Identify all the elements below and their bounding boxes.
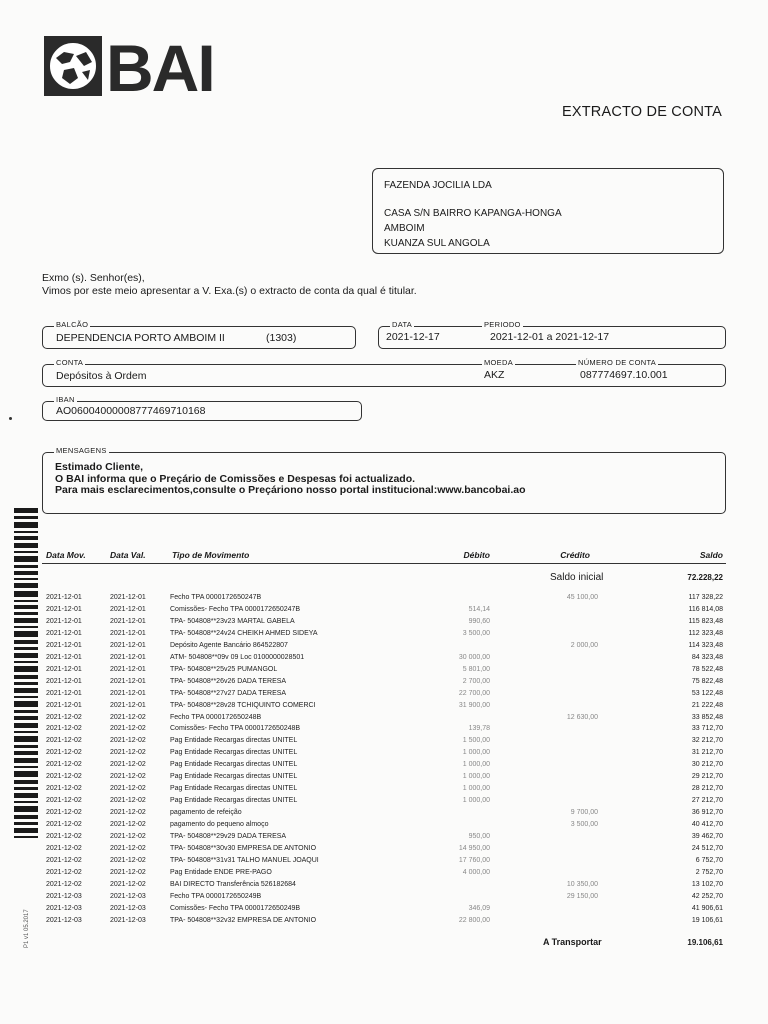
moeda-label: MOEDA	[484, 358, 514, 367]
row-value-date: 2021-12-02	[110, 713, 146, 721]
row-description: Fecho TPA 0000172650248B	[170, 713, 262, 721]
row-balance: 13 102,70	[691, 880, 723, 888]
row-date: 2021-12-02	[46, 797, 82, 805]
table-row	[0, 857, 768, 869]
col-type-header: Tipo de Movimento	[172, 550, 250, 560]
numero-conta-value: 087774697.10.001	[580, 369, 668, 381]
row-description: TPA- 504808**30v30 EMPRESA DE ANTONIO	[170, 844, 317, 852]
row-balance: 29 212,70	[691, 773, 723, 781]
opening-balance-value: 72.228,22	[687, 573, 723, 582]
row-credit: 10 350,00	[566, 880, 598, 888]
row-date: 2021-12-02	[46, 713, 82, 721]
row-date: 2021-12-02	[46, 785, 82, 793]
balcao-label: BALCÃO	[56, 320, 89, 329]
row-date: 2021-12-02	[46, 773, 82, 781]
bai-logo	[44, 31, 214, 105]
row-balance: 6 752,70	[695, 856, 723, 864]
row-debit: 514,14	[468, 605, 490, 613]
row-value-date: 2021-12-01	[110, 641, 146, 649]
row-balance: 27 212,70	[691, 797, 723, 805]
row-date: 2021-12-01	[46, 605, 82, 613]
row-debit: 3 500,00	[462, 629, 490, 637]
balcao-code: (1303)	[266, 332, 297, 344]
row-balance: 75 822,48	[691, 677, 723, 685]
address-line: KUANZA SUL ANGOLA	[384, 238, 490, 249]
row-description: Fecho TPA 0000172650247B	[170, 594, 262, 601]
table-row	[0, 809, 768, 821]
row-description: Pag Entidade Recargas directas UNITEL	[170, 737, 298, 745]
data-label: DATA	[392, 320, 413, 329]
numero-conta-label: NÚMERO DE CONTA	[578, 358, 657, 367]
row-value-date: 2021-12-01	[110, 701, 146, 709]
row-balance: 32 212,70	[691, 737, 723, 745]
table-row	[0, 606, 768, 618]
row-description: pagamento do pequeno almoço	[170, 821, 269, 829]
row-value-date: 2021-12-01	[110, 617, 146, 625]
row-debit: 950,00	[468, 833, 490, 840]
row-date: 2021-12-02	[46, 737, 82, 745]
row-balance: 19 106,61	[691, 916, 723, 924]
row-value-date: 2021-12-03	[110, 916, 146, 924]
row-value-date: 2021-12-02	[110, 880, 146, 888]
row-value-date: 2021-12-02	[110, 773, 146, 781]
table-row	[0, 785, 768, 797]
col-value-date-header: Data Val.	[110, 550, 146, 560]
row-value-date: 2021-12-03	[110, 904, 146, 912]
row-balance: 115 823,48	[688, 617, 723, 625]
row-description: Comissões- Fecho TPA 0000172650248B	[170, 725, 301, 733]
row-description: pagamento de refeição	[170, 809, 242, 817]
row-date: 2021-12-02	[46, 856, 82, 864]
row-description: TPA- 504808**27v27 DADA TERESA	[170, 689, 287, 697]
table-row	[0, 690, 768, 702]
row-date: 2021-12-02	[46, 809, 82, 817]
opening-balance-label: Saldo inicial	[550, 572, 604, 583]
row-debit: 2 700,00	[462, 677, 490, 685]
row-balance: 36 912,70	[691, 809, 723, 817]
row-debit: 31 900,00	[458, 701, 490, 709]
row-date: 2021-12-01	[46, 677, 82, 685]
row-description: ATM- 504808**09v 09 Loc 0100000028501	[170, 653, 305, 661]
row-description: TPA- 504808**23v23 MARTAL GABELA	[170, 617, 295, 625]
row-credit: 9 700,00	[570, 809, 598, 817]
table-row	[0, 917, 768, 929]
col-date-header: Data Mov.	[46, 550, 86, 560]
row-debit: 5 801,00	[462, 665, 490, 673]
row-value-date: 2021-12-01	[110, 689, 146, 697]
iban-value: AO06004000008777469710168	[56, 405, 206, 417]
row-description: Depósito Agente Bancário 864522807	[170, 641, 288, 649]
message-line: O BAI informa que o Preçário de Comissões e Despesas foi actualizado.	[55, 472, 416, 485]
row-balance: 117 328,22	[688, 594, 723, 601]
row-balance: 28 212,70	[691, 785, 723, 793]
table-row	[0, 797, 768, 809]
table-row	[0, 725, 768, 737]
greeting-line: Exmo (s). Senhor(es),	[42, 272, 145, 284]
row-description: TPA- 504808**32v32 EMPRESA DE ANTONIO	[170, 916, 317, 924]
row-debit: 346,09	[468, 904, 490, 912]
document-title: EXTRACTO DE CONTA	[562, 104, 722, 120]
row-date: 2021-12-02	[46, 880, 82, 888]
table-row	[0, 821, 768, 833]
row-balance: 30 212,70	[691, 761, 723, 769]
periodo-label: PERIODO	[484, 320, 521, 329]
row-date: 2021-12-01	[46, 641, 82, 649]
message-line: Para mais esclarecimentos,consulte o Preçáriono nosso portal institucional:www.bancobai.ao	[55, 484, 526, 496]
row-value-date: 2021-12-02	[110, 809, 146, 817]
row-date: 2021-12-01	[46, 653, 82, 661]
row-description: TPA- 504808**28v28 TCHIQUINTO COMERCI	[170, 701, 316, 709]
row-balance: 42 252,70	[691, 892, 723, 900]
header-rule	[42, 563, 726, 564]
greeting-line: Vimos por este meio apresentar a V. Exa.(s) o extracto de conta da qual é titular.	[42, 285, 417, 297]
table-row	[0, 714, 768, 726]
greeting	[42, 272, 417, 298]
row-balance: 40 412,70	[691, 821, 723, 829]
conta-value: Depósitos à Ordem	[56, 370, 147, 382]
row-debit: 1 500,00	[462, 737, 490, 745]
row-date: 2021-12-01	[46, 701, 82, 709]
row-value-date: 2021-12-01	[110, 653, 146, 661]
row-description: Pag Entidade ENDE PRE-PAGO	[170, 868, 272, 876]
row-description: Pag Entidade Recargas directas UNITEL	[170, 761, 298, 769]
row-balance: 41 906,61	[691, 904, 723, 912]
row-description: Pag Entidade Recargas directas UNITEL	[170, 797, 298, 805]
data-value: 2021-12-17	[386, 331, 440, 343]
row-value-date: 2021-12-02	[110, 725, 146, 733]
row-debit: 139,78	[468, 725, 490, 733]
table-row	[0, 833, 768, 845]
carry-forward-label: A Transportar	[543, 937, 602, 947]
row-description: TPA- 504808**26v26 DADA TERESA	[170, 677, 287, 685]
row-value-date: 2021-12-03	[110, 892, 146, 900]
conta-label: CONTA	[56, 358, 84, 367]
row-date: 2021-12-02	[46, 868, 82, 876]
address-line: CASA S/N BAIRRO KAPANGA-HONGA	[384, 208, 562, 219]
row-value-date: 2021-12-02	[110, 821, 146, 829]
row-description: TPA- 504808**24v24 CHEIKH AHMED SIDEYA	[170, 629, 318, 637]
row-balance: 24 512,70	[691, 844, 723, 852]
row-value-date: 2021-12-02	[110, 797, 146, 805]
row-value-date: 2021-12-01	[110, 629, 146, 637]
table-row	[0, 654, 768, 666]
row-description: TPA- 504808**25v25 PUMANGOL	[170, 665, 278, 673]
table-row	[0, 845, 768, 857]
row-balance: 112 323,48	[688, 629, 723, 637]
row-date: 2021-12-01	[46, 617, 82, 625]
row-value-date: 2021-12-01	[110, 594, 146, 601]
table-row	[0, 702, 768, 714]
row-debit: 1 000,00	[462, 785, 490, 793]
row-description: Pag Entidade Recargas directas UNITEL	[170, 785, 298, 793]
row-value-date: 2021-12-01	[110, 677, 146, 685]
row-value-date: 2021-12-02	[110, 761, 146, 769]
row-date: 2021-12-02	[46, 761, 82, 769]
row-value-date: 2021-12-01	[110, 665, 146, 673]
row-value-date: 2021-12-02	[110, 749, 146, 757]
table-row	[0, 881, 768, 893]
table-row	[0, 666, 768, 678]
iban-label: IBAN	[56, 395, 75, 404]
row-debit: 17 760,00	[458, 856, 490, 864]
row-debit: 4 000,00	[462, 868, 490, 876]
recipient-address	[372, 168, 724, 254]
row-debit: 1 000,00	[462, 773, 490, 781]
carry-forward-value: 19.106,61	[687, 938, 723, 947]
table-row	[0, 642, 768, 654]
table-row	[0, 773, 768, 785]
row-description: Fecho TPA 0000172650249B	[170, 892, 262, 900]
row-value-date: 2021-12-02	[110, 844, 146, 852]
row-date: 2021-12-03	[46, 892, 82, 900]
address-line: AMBOIM	[384, 223, 425, 234]
row-debit: 22 700,00	[458, 689, 490, 697]
row-date: 2021-12-02	[46, 725, 82, 733]
row-balance: 33 712,70	[691, 725, 723, 733]
row-date: 2021-12-02	[46, 749, 82, 757]
table-row	[0, 761, 768, 773]
row-description: BAI DIRECTO Transferência 526182684	[170, 880, 296, 888]
row-balance: 116 814,08	[688, 605, 723, 613]
table-row	[0, 905, 768, 917]
row-description: Comissões- Fecho TPA 0000172650247B	[170, 605, 301, 613]
table-row	[0, 893, 768, 905]
row-value-date: 2021-12-02	[110, 737, 146, 745]
row-balance: 39 462,70	[691, 833, 723, 840]
row-debit: 1 000,00	[462, 761, 490, 769]
row-value-date: 2021-12-02	[110, 785, 146, 793]
row-date: 2021-12-03	[46, 904, 82, 912]
col-balance-header: Saldo	[699, 550, 723, 560]
row-date: 2021-12-02	[46, 833, 82, 840]
row-balance: 78 522,48	[691, 665, 723, 673]
row-description: Comissões- Fecho TPA 0000172650249B	[170, 904, 301, 912]
row-date: 2021-12-01	[46, 594, 82, 601]
row-date: 2021-12-02	[46, 844, 82, 852]
periodo-value: 2021-12-01 a 2021-12-17	[490, 331, 610, 343]
row-credit: 3 500,00	[570, 821, 598, 829]
row-date: 2021-12-01	[46, 689, 82, 697]
row-value-date: 2021-12-01	[110, 605, 146, 613]
row-date: 2021-12-03	[46, 916, 82, 924]
row-debit: 990,60	[468, 617, 490, 625]
scan-dot	[9, 417, 12, 420]
row-balance: 2 752,70	[695, 868, 723, 876]
row-debit: 14 950,00	[458, 844, 490, 852]
messages-text	[55, 462, 526, 497]
table-row	[0, 630, 768, 642]
row-debit: 1 000,00	[462, 749, 490, 757]
row-value-date: 2021-12-02	[110, 856, 146, 864]
row-description: TPA- 504808**29v29 DADA TERESA	[170, 833, 287, 840]
row-description: Pag Entidade Recargas directas UNITEL	[170, 749, 298, 757]
row-description: Pag Entidade Recargas directas UNITEL	[170, 773, 298, 781]
row-balance: 33 852,48	[691, 713, 723, 721]
col-debit-header: Débito	[463, 550, 490, 560]
form-code: P1 v1 05.2017	[24, 909, 30, 948]
row-date: 2021-12-01	[46, 629, 82, 637]
row-value-date: 2021-12-02	[110, 833, 146, 840]
row-debit: 22 800,00	[458, 916, 490, 924]
logo-text: BAI	[106, 31, 214, 105]
table-row	[0, 618, 768, 630]
messages-label: MENSAGENS	[56, 446, 107, 455]
row-credit: 29 150,00	[566, 892, 598, 900]
table-row	[0, 678, 768, 690]
row-balance: 84 323,48	[691, 653, 723, 661]
row-description: TPA- 504808**31v31 TALHO MANUEL JOAQUI	[170, 856, 319, 864]
row-balance: 21 222,48	[691, 701, 723, 709]
row-date: 2021-12-01	[46, 665, 82, 673]
table-row	[0, 594, 768, 606]
row-credit: 2 000,00	[570, 641, 598, 649]
row-balance: 53 122,48	[691, 689, 723, 697]
row-credit: 45 100,00	[566, 594, 598, 601]
table-row	[0, 737, 768, 749]
row-date: 2021-12-02	[46, 821, 82, 829]
col-credit-header: Crédito	[560, 550, 590, 560]
moeda-value: AKZ	[484, 369, 505, 381]
row-value-date: 2021-12-02	[110, 868, 146, 876]
message-line: Estimado Cliente,	[55, 461, 144, 473]
row-debit: 30 000,00	[458, 653, 490, 661]
row-balance: 114 323,48	[688, 641, 723, 649]
row-credit: 12 630,00	[566, 713, 598, 721]
table-row	[0, 749, 768, 761]
balcao-value: DEPENDENCIA PORTO AMBOIM II	[56, 332, 225, 344]
table-row	[0, 869, 768, 881]
recipient-name: FAZENDA JOCILIA LDA	[384, 180, 492, 191]
row-balance: 31 212,70	[691, 749, 723, 757]
globe-icon	[44, 36, 102, 96]
row-debit: 1 000,00	[462, 797, 490, 805]
